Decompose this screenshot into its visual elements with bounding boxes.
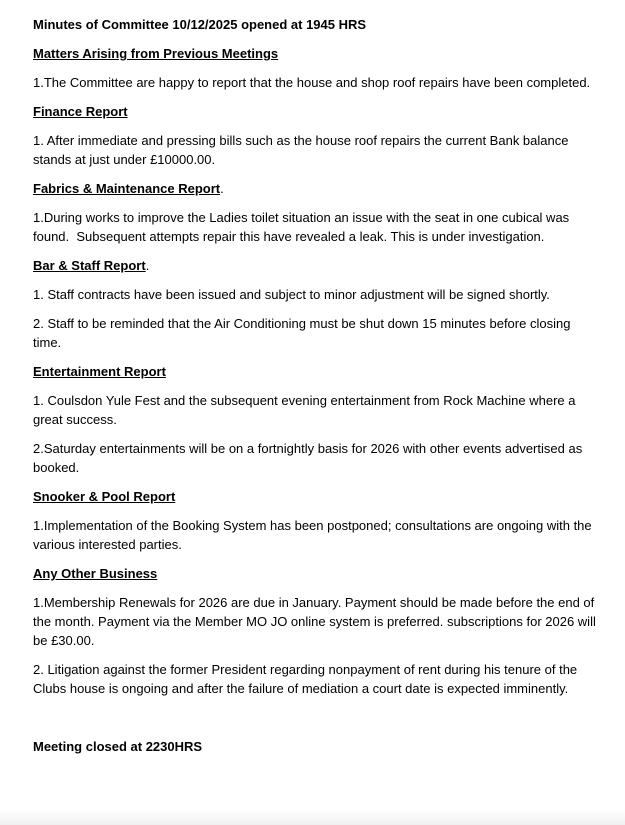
section-heading [33,179,597,198]
section-heading [33,256,597,275]
paragraph: 1.Implementation of the Booking System has been postponed; consultations are ongoing with the various interested parties. [33,518,596,552]
paragraph: 1. After immediate and pressing bills such as the house roof repairs the current Bank balance stands at just under £10000.00. [33,133,573,167]
paragraph: 1. Coulsdon Yule Fest and the subsequent evening entertainment from Rock Machine where a great success. [33,393,580,427]
section-heading-text: Bar & Staff Report [33,258,146,273]
paragraph: 2. Staff to be reminded that the Air Conditioning must be shut down 15 minutes before closing time. [33,316,575,350]
page-bottom-fade [0,809,625,825]
paragraph: 1.The Committee are happy to report that the house and shop roof repairs have been completed. [33,75,591,90]
section-fabrics-maintenance [33,179,597,246]
section-heading [33,102,597,121]
section-entertainment [33,362,597,477]
section-heading-text: Matters Arising from Previous Meetings [33,46,279,61]
paragraph: 2. Litigation against the former President regarding nonpayment of rent during his tenure of the Clubs house is ongoing and after the failure of mediation a court date is expected imminently. [33,662,581,696]
section-finance-report [33,102,597,169]
section-matters-arising [33,44,597,92]
section-heading-text: Finance Report [33,104,128,119]
section-heading-suffix: . [145,258,150,273]
section-bar-staff [33,256,597,352]
section-heading [33,44,597,63]
section-heading [33,564,597,583]
paragraph: 1.During works to improve the Ladies toilet situation an issue with the seat in one cubical was found. Subsequent attempts repair this have revealed a leak. This is under investigation. [33,210,573,244]
paragraph: 1.Membership Renewals for 2026 are due in January. Payment should be made before the end of the month. Payment via the Member MO JO online system is preferred. subscriptions for 2026 will be £30.00. [33,595,600,648]
paragraph: 1. Staff contracts have been issued and subject to minor adjustment will be signed shortly. [33,287,550,302]
section-heading [33,362,597,381]
section-heading-suffix: . [220,181,224,196]
section-snooker-pool [33,487,597,554]
section-heading-text: Snooker & Pool Report [33,489,176,504]
closing-line: Meeting closed at 2230HRS [33,739,203,754]
section-any-other-business [33,564,600,698]
paragraph: 2.Saturday entertainments will be on a fortnightly basis for 2026 with other events advertised as booked. [33,441,586,475]
section-heading-text: Fabrics & Maintenance Report [33,181,221,196]
section-heading-text: Any Other Business [33,566,158,581]
section-heading-text: Entertainment Report [33,364,166,379]
section-heading [33,487,597,506]
document-title: Minutes of Committee 10/12/2025 opened at 1945 HRS [33,17,367,32]
